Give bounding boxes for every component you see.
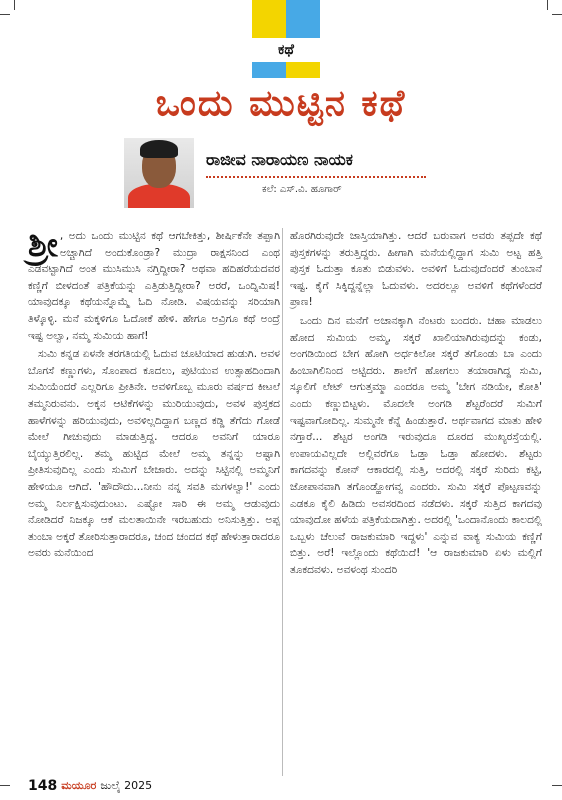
paragraph	[28, 225, 280, 344]
crop-mark	[547, 0, 548, 10]
crop-mark	[552, 14, 562, 15]
article-column-1	[28, 225, 280, 562]
article-column-2	[290, 228, 542, 578]
section-band	[252, 0, 320, 78]
crop-mark	[0, 785, 10, 786]
issue-date: ಜುಲೈ 2025	[100, 779, 153, 792]
column-divider	[282, 228, 283, 776]
paragraph-text: , ಅದು ಒಂದು ಮುಟ್ಟಿನ ಕಥೆ ಆಗಬೇಕಿತ್ತು, ಶೀರ್ಷಿಕೆನೇ ತಪ್ಪಾಗಿ ಅಚ್ಚಾಗಿದೆ ಅಂದುಕೊಂಡ್ರಾ? ಮುದ್ರಾ ರಾಕ್ಷಸನಿಂದ ಎಂಥ ಎಡವಟ್ಟಾಗಿದೆ ಅಂತ ಮುಸಿಮುಸಿ ನಗ್ತಿದ್ದೀರಾ? ಅಥವಾ ಹದಿಹರೆಯದವರ ಕಣ್ಣಿಗೆ ಬೀಳದಂತೆ ಪತ್ರಿಕೆಯನ್ನು ಎತ್ತಿಡುತ್ತಿದ್ದೀರಾ? ಅರರೆ, ಒಂದ್ನಿಮಿಷ! ಯಾವುದಕ್ಕೂ ಕಥೆಯನ್ನೊಮ್ಮೆ ಓದಿ ನೋಡಿ. ವಿಷಯವನ್ನು ಸರಿಯಾಗಿ ತಿಳ್ಕೊಳ್ಳಿ. ಮನೆ ಮಕ್ಕಳಿಗೂ ಓದೋಕೆ ಹೇಳಿ. ಹೇಗೂ ಅವ್ರಿಗೂ ಕಥೆ ಅಂದ್ರೆ ಇಷ್ಟ ಅಲ್ವಾ, ನಮ್ಮ ಸುಮಿಯ ಹಾಗೆ!	[28, 230, 280, 342]
page-footer	[28, 778, 152, 794]
crop-mark	[0, 14, 10, 15]
divider	[206, 176, 426, 178]
crop-mark	[552, 785, 562, 786]
paragraph: ಹೊರಗಿರುವುದೇ ಜಾಸ್ತಿಯಾಗಿತ್ತು. ಆದರೆ ಬರುವಾಗ ಅವರು ತಪ್ಪದೇ ಕಥೆ ಪುಸ್ತಕಗಳನ್ನು ತರುತ್ತಿದ್ದರು. ಹೀಗಾಗಿ ಮನೆಯಲ್ಲಿದ್ದಾಗ ಸುಮಿ ಅಟ್ಟ ಹತ್ತಿ ಪುಸ್ತಕ ಓದುತ್ತಾ ಕೂತು ಬಿಡುವಳು. ಅವಳಿಗೆ ಓದುವುದೆಂದರೆ ತುಂಬಾನೆ ಇಷ್ಟ. ಕೈಗೆ ಸಿಕ್ಕಿದ್ದನ್ನೆಲ್ಲಾ ಓದುವಳು. ಅದರಲ್ಲೂ ಅವಳಿಗೆ ಕಥೆಗಳೆಂದರೆ ಪ್ರಾಣ!	[290, 230, 542, 309]
drop-cap: ಶ್ರೀ	[28, 225, 58, 265]
illustrator-credit: ಕಲೆ: ಎಸ್.ವಿ. ಹೂಗಾರ್	[262, 184, 342, 195]
author-photo	[124, 138, 194, 208]
crop-mark	[14, 0, 15, 10]
section-label: ಕಥೆ	[252, 38, 320, 62]
paragraph: ಒಂದು ದಿನ ಮನೆಗೆ ಅಚಾನಕ್ಕಾಗಿ ನೆಂಟರು ಬಂದರು. ಚಹಾ ಮಾಡಲು ಹೋದ ಸುಮಿಯ ಅಮ್ಮ, ಸಕ್ಕರೆ ಖಾಲಿಯಾಗಿರುವುದನ್ನು ಕಂಡು, ಅಂಗಡಿಯಿಂದ ಬೇಗ ಹೋಗಿ ಅರ್ಧಕಿಲೋ ಸಕ್ಕರೆ ತಗೊಂಡು ಬಾ ಎಂದು ಹಿಂಬಾಗಿಲಿನಿಂದ ಅಟ್ಟಿದರು. ಶಾಲೆಗೆ ಹೋಗಲು ತಯಾರಾಗಿದ್ದ ಸುಮಿ, ಸ್ಕೂಲಿಗೆ ಲೇಟ್ ಆಗುತ್ತಮ್ಮಾ ಎಂದರೂ ಅಮ್ಮ 'ಬೇಗ ನಡಿಯೇ, ಕೋತಿ' ಎಂದು ಕಣ್ಣುಬಿಟ್ಟಳು. ಮೊದಲೇ ಅಂಗಡಿ ಶೆಟ್ಟರೆಂದರೆ ಸುಮಿಗೆ ಇಷ್ಟವಾಗೋದಿಲ್ಲ. ಸುಮ್ಮನೇ ಕೆನ್ನೆ ಹಿಂಡುತ್ತಾರೆ. ಅರ್ಥವಾಗದ ಮಾತು ಹೇಳಿ ನಗ್ತಾರೆ... ಶೆಟ್ಟರ ಅಂಗಡಿ ಇರುವುದೂ ದೂರದ ಮುಖ್ಯರಸ್ತೆಯಲ್ಲಿ. ಉಪಾಯವಿಲ್ಲದೇ ಅಲ್ಲಿವರೆಗೂ ಓಡ್ತಾ ಓಡ್ತಾ ಹೋದಳು. ಶೆಟ್ಟರು ಕಾಗದವನ್ನು ಕೋನ್ ಆಕಾರದಲ್ಲಿ ಸುತ್ತಿ, ಅದರಲ್ಲಿ ಸಕ್ಕರೆ ಸುರಿದು ಕಟ್ಟಿ, ಜೋಪಾನವಾಗಿ ತಗೊಂಡ್ಹೋಗವ್ವ ಎಂದರು. ಸುಮಿ ಸಕ್ಕರೆ ಪೊಟ್ಟಣವನ್ನು ಎಡಕೂ ಕೈಲಿ ಹಿಡಿದು ಅವಸರದಿಂದ ನಡೆದಳು. ಸಕ್ಕರೆ ಸುತ್ತಿದ ಕಾಗದವು ಯಾವುದೋ ಹಳೆಯ ಪತ್ರಿಕೆಯದಾಗಿತ್ತು. ಅದರಲ್ಲಿ 'ಒಂದಾನೊಂದು ಕಾಲದಲ್ಲಿ ಒಬ್ಬಳು ಚೆಲುವೆ ರಾಜಕುಮಾರಿ ಇದ್ದಳು' ಎನ್ನುವ ವಾಕ್ಯ ಸುಮಿಯ ಕಣ್ಣಿಗೆ ಬಿತ್ತು. ಅರೆ! ಇಲ್ಲೊಂದು ಕಥೆಯಿದೆ! 'ಆ ರಾಜಕುಮಾರಿ ಏಳು ಮಲ್ಲಿಗೆ ತೂಕದವಳು. ಅವಳಂಥ ಸುಂದರಿ	[290, 314, 542, 576]
page-number: 148	[28, 778, 58, 794]
magazine-name: ಮಯೂರ	[61, 779, 97, 792]
paragraph: ಸುಮಿ ಕನ್ನಡ ಏಳನೇ ತರಗತಿಯಲ್ಲಿ ಓದುವ ಚೂಟಿಯಾದ ಹುಡುಗಿ. ಅವಳ ಬೊಗಸೆ ಕಣ್ಣುಗಳು, ಸೊಂಪಾದ ಕೂದಲು, ಪುಟಿಯುವ ಉತ್ಸಾಹದಿಂದಾಗಿ ಸುಮಿಯೆಂದರೆ ಎಲ್ಲರಿಗೂ ಪ್ರೀತಿನೇ. ಅವಳಿಗೊಬ್ಬ ಮೂರು ವರ್ಷದ ಕೀಟಲೆ ತಮ್ಮನಿರುವನು. ಅಕ್ಕನ ಆಟಿಕೆಗಳನ್ನು ಮುರಿಯುವುದು, ಅವಳ ಪುಸ್ತಕದ ಹಾಳೆಗಳನ್ನು ಹರಿಯುವುದು, ಅವಳಿಲ್ಲದಿದ್ದಾಗ ಬಣ್ಣದ ಕಡ್ಡಿ ತೆಗೆದು ಗೋಡೆ ಮೇಲೆ ಗೀಚುವುದು ಮಾಡುತ್ತಿದ್ದ. ಆದರೂ ಅವನಿಗೆ ಯಾರೂ ಬೈಯ್ಯುತ್ತಿರಲಿಲ್ಲ. ತಮ್ಮ ಹುಟ್ಟಿದ ಮೇಲೆ ಅಮ್ಮ ತನ್ನನ್ನು ಅಷ್ಟಾಗಿ ಪ್ರೀತಿಸುವುದಿಲ್ಲ ಎಂದು ಸುಮಿಗೆ ಬೇಜಾರು. ಅದನ್ನು ಸಿಟ್ಟಿನಲ್ಲಿ ಅಮ್ಮನಿಗೆ ಹೇಳಿಯೂ ಆಗಿದೆ. 'ಹೌದೌದು...ನೀನು ನನ್ನ ಸವತಿ ಮಗಳಲ್ವಾ!' ಎಂದು ಅಮ್ಮ ನಿರ್ಲಕ್ಷಿಸುವುದುಂಟು. ಎಷ್ಟೋ ಸಾರಿ ಈ ಅಮ್ಮ ಆಡುವುದು ನೋಡಿದರೆ ನಿಜಕ್ಕೂ ಆಕೆ ಮಲತಾಯಿನೇ ಇರಬಹುದು ಅನಿಸುತ್ತಿತ್ತು. ಅಪ್ಪ ತುಂಬಾ ಅಕ್ಕರೆ ತೋರಿಸುತ್ತಾರಾದರೂ, ಚಂದ ಚಂದದ ಕಥೆ ಹೇಳುತ್ತಾರಾದರೂ ಅವರು ಮನೆಯಿಂದ	[28, 348, 280, 560]
author-name: ರಾಜೀವ ನಾರಾಯಣ ನಾಯಕ	[206, 150, 353, 169]
story-title: ಒಂದು ಮುಟ್ಟಿನ ಕಥೆ	[155, 82, 407, 124]
